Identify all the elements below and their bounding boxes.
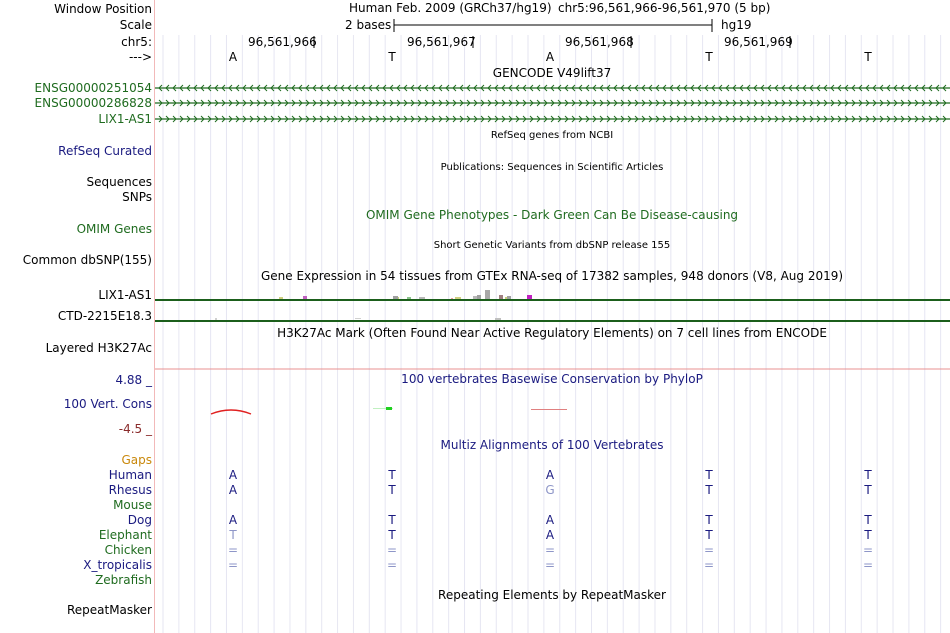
coordinate-tick-label: 96,561,969 (724, 35, 793, 49)
coordinate-ticks (155, 34, 950, 50)
database-label: hg19 (721, 18, 752, 32)
track-label-mouse[interactable]: Mouse (113, 498, 152, 512)
dbsnp-track-title: Short Genetic Variants from dbSNP release 155 (433, 240, 671, 251)
track-label-elephant[interactable]: Elephant (98, 528, 152, 542)
track-label-chicken[interactable]: Chicken (104, 543, 152, 557)
phylop-conservation-plot[interactable] (155, 400, 950, 424)
conservation-max-label: 4.88 _ (115, 373, 152, 387)
base-letter: A (545, 50, 555, 64)
scale-label: Scale (119, 18, 152, 32)
track-label-gaps[interactable]: Gaps (121, 453, 152, 467)
multiz-track-title: Multiz Alignments of 100 Vertebrates (440, 438, 664, 452)
alignment-base: = (386, 543, 398, 557)
publications-track-title: Publications: Sequences in Scientific Articles (440, 162, 664, 173)
alignment-base: T (864, 468, 872, 482)
alignment-base: T (705, 513, 713, 527)
conservation-min-label: -4.5 _ (118, 422, 152, 436)
alignment-base: = (703, 558, 715, 572)
gtex-expression-bars[interactable] (155, 286, 950, 326)
track-label-ensg00000286828[interactable]: ENSG00000286828 (34, 96, 152, 110)
track-label-layered-h3k27ac[interactable]: Layered H3K27Ac (45, 341, 152, 355)
track-label-snps[interactable]: SNPs (122, 190, 152, 204)
coordinate-tick-label: 96,561,966 (248, 35, 317, 49)
alignment-base: T (705, 483, 713, 497)
track-label-common-dbsnp[interactable]: Common dbSNP(155) (22, 253, 152, 267)
track-label-gtex-lix1-as1[interactable]: LIX1-AS1 (98, 288, 152, 302)
base-letter: T (388, 50, 396, 64)
repeatmasker-track-title: Repeating Elements by RepeatMasker (438, 588, 666, 602)
alignment-base: A (228, 513, 238, 527)
track-label-sequences[interactable]: Sequences (86, 175, 152, 189)
assembly-title: Human Feb. 2009 (GRCh37/hg19) (349, 1, 552, 15)
alignment-base: = (386, 558, 398, 572)
alignment-base: = (544, 558, 556, 572)
alignment-base: T (388, 513, 396, 527)
base-letter: T (864, 50, 872, 64)
gencode-track-title: GENCODE V49lift37 (492, 66, 612, 80)
omim-track-title: OMIM Gene Phenotypes - Dark Green Can Be Disease-causing (365, 208, 739, 222)
track-label-100-vert-cons[interactable]: 100 Vert. Cons (63, 397, 152, 411)
h3k27ac-baseline (155, 367, 950, 371)
track-label-omim-genes[interactable]: OMIM Genes (76, 222, 152, 236)
refseq-track-title: RefSeq genes from NCBI (490, 130, 614, 141)
track-label-ensg00000251054[interactable]: ENSG00000251054 (34, 81, 152, 95)
h3k27ac-track-title: H3K27Ac Mark (Often Found Near Active Regulatory Elements) on 7 cell lines from ENCODE (277, 326, 827, 340)
track-label-zebrafish[interactable]: Zebrafish (95, 573, 152, 587)
coordinate-tick-label: 96,561,968 (565, 35, 634, 49)
alignment-base: A (545, 513, 555, 527)
track-label-human[interactable]: Human (108, 468, 152, 482)
track-label-repeatmasker[interactable]: RepeatMasker (66, 603, 152, 617)
alignment-base: = (544, 543, 556, 557)
alignment-base: T (705, 468, 713, 482)
alignment-base: G (545, 483, 555, 497)
track-label-x-tropicalis[interactable]: X_tropicalis (83, 558, 152, 572)
track-label-gtex-ctd-2215e18-3[interactable]: CTD-2215E18.3 (57, 309, 152, 323)
alignment-base: T (229, 528, 237, 542)
alignment-base: A (228, 483, 238, 497)
strand-label: ---> (128, 50, 152, 64)
alignment-base: = (862, 543, 874, 557)
gtex-track-title: Gene Expression in 54 tissues from GTEx RNA-seq of 17382 samples, 948 donors (V8, Aug 2019) (260, 269, 844, 283)
track-label-refseq-curated[interactable]: RefSeq Curated (58, 144, 152, 158)
alignment-base: = (227, 543, 239, 557)
base-letter: T (705, 50, 713, 64)
scale-bar (390, 18, 720, 34)
alignment-base: = (862, 558, 874, 572)
gencode-gene-features[interactable] (155, 80, 950, 126)
track-label-rhesus[interactable]: Rhesus (108, 483, 152, 497)
alignment-base: T (705, 528, 713, 542)
position-readout: chr5:96,561,966-96,561,970 (5 bp) (558, 1, 771, 15)
phylop-track-title: 100 vertebrates Basewise Conservation by PhyloP (401, 372, 703, 386)
alignment-base: T (388, 468, 396, 482)
track-label-dog[interactable]: Dog (127, 513, 152, 527)
alignment-base: A (228, 468, 238, 482)
chromosome-label: chr5: (121, 35, 152, 49)
coordinate-tick-label: 96,561,967 (407, 35, 476, 49)
window-position-label: Window Position (54, 2, 152, 16)
alignment-base: T (864, 483, 872, 497)
alignment-base: T (388, 528, 396, 542)
alignment-base: = (703, 543, 715, 557)
alignment-base: T (864, 513, 872, 527)
alignment-base: = (227, 558, 239, 572)
base-letter: A (228, 50, 238, 64)
alignment-base: T (388, 483, 396, 497)
scale-bar-label: 2 bases (345, 18, 392, 32)
alignment-base: A (545, 468, 555, 482)
track-label-lix1-as1[interactable]: LIX1-AS1 (98, 112, 152, 126)
alignment-base: T (864, 528, 872, 542)
alignment-base: A (545, 528, 555, 542)
